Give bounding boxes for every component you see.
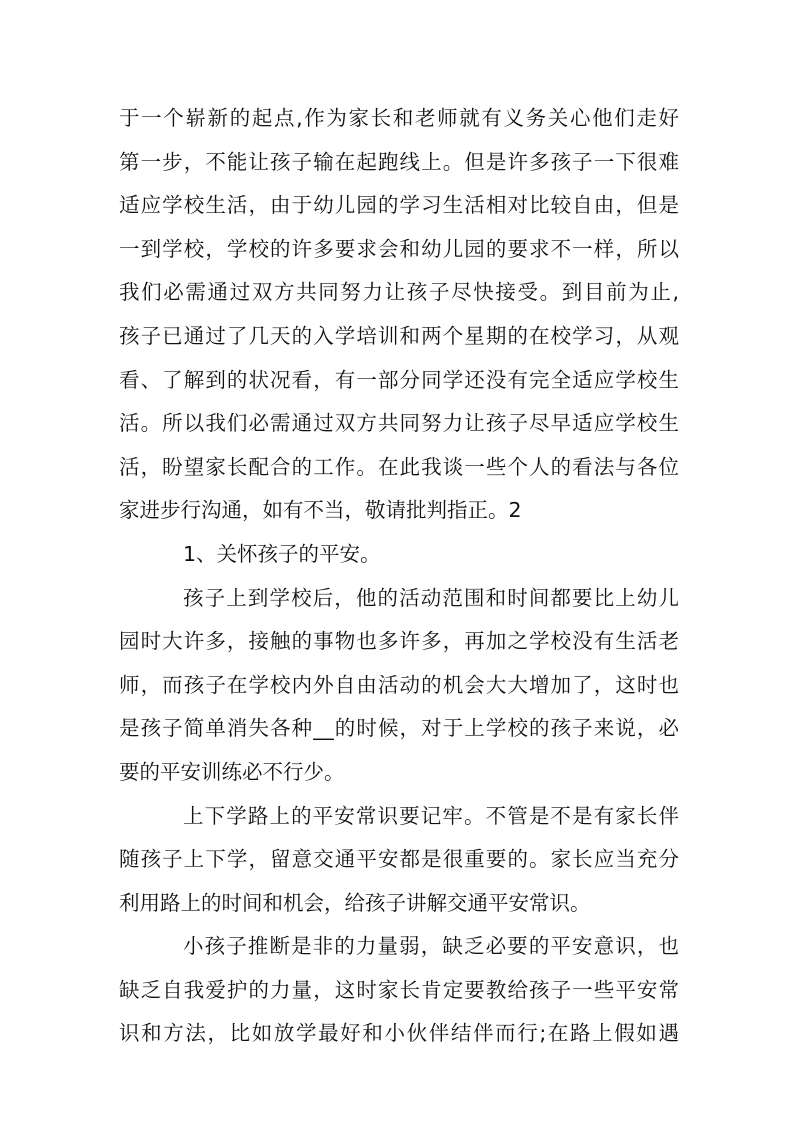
body-text — [119, 97, 679, 1056]
text-line: 师，而孩子在学校内外自由活动的机会大大增加了，这时也 — [119, 672, 679, 697]
text-line: 于一个崭新的起点,作为家长和老师就有义务关心他们走好 — [119, 106, 679, 130]
text-line: 缺乏自我爱护的力量，这时家长肯定要教给孩子一些平安常 — [119, 977, 679, 1002]
text-line: 我们必需通过双方共同努力让孩子尽快接受。到目前为止, — [119, 280, 679, 305]
text-line: 要的平安训练必不行少。 — [119, 759, 345, 784]
text-line: 活，盼望家长配合的工作。在此我谈一些个人的看法与各位 — [119, 454, 679, 479]
text-line: 家进步行沟通，如有不当，敬请批判指正。2 — [119, 498, 522, 523]
text-line: 孩子上到学校后，他的活动范围和时间都要比上幼儿 — [183, 585, 679, 610]
text-line: 小孩子推断是非的力量弱，缺乏必要的平安意识，也 — [183, 934, 679, 959]
text-line: 园时大许多，接触的事物也多许多，再加之学校没有生活老 — [119, 629, 679, 654]
text-line: 上下学路上的平安常识要记牢。不管是不是有家长伴 — [183, 803, 679, 828]
text-line: 孩子已通过了几天的入学培训和两个星期的在校学习，从观 — [119, 323, 679, 348]
text-line: 利用路上的时间和机会，给孩子讲解交通平安常识。 — [119, 890, 591, 915]
text-line: 一到学校，学校的许多要求会和幼儿园的要求不一样，所以 — [119, 236, 679, 261]
text-line: 是孩子简单消失各种__的时候，对于上学校的孩子来说，必 — [119, 716, 679, 741]
text-line: 适应学校生活，由于幼儿园的学习生活相对比较自由，但是 — [119, 193, 679, 218]
text-line: 第一步，不能让孩子输在起跑线上。但是许多孩子一下很难 — [119, 149, 679, 174]
text-line: 识和方法，比如放学最好和小伙伴结伴而行;在路上假如遇 — [119, 1021, 679, 1046]
text-line: 随孩子上下学，留意交通平安都是很重要的。家长应当充分 — [119, 847, 679, 872]
text-line: 看、了解到的状况看，有一部分同学还没有完全适应学校生 — [119, 367, 679, 392]
section-heading: 1、关怀孩子的平安。 — [183, 541, 381, 566]
text-line: 活。所以我们必需通过双方共同努力让孩子尽早适应学校生 — [119, 411, 679, 436]
